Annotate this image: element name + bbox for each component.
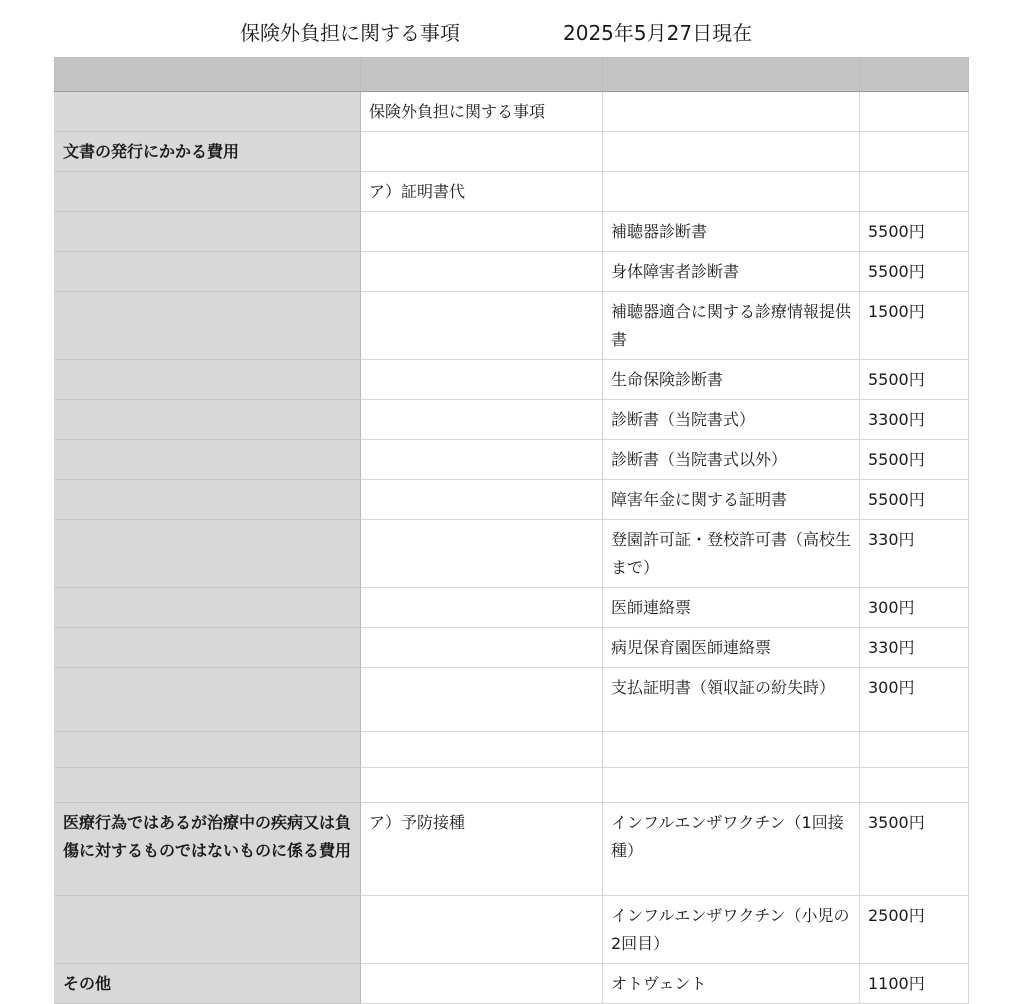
category-cell: その他 (55, 964, 361, 1004)
item-cell: 医師連絡票 (603, 588, 860, 628)
subcategory-cell (361, 588, 603, 628)
price-cell: 5500円 (860, 252, 969, 292)
table-row (55, 964, 969, 1004)
price-cell (860, 92, 969, 132)
table-row (55, 132, 969, 172)
price-cell: 330円 (860, 628, 969, 668)
subcategory-cell (361, 440, 603, 480)
category-cell (55, 252, 361, 292)
table-row (55, 172, 969, 212)
price-cell: 5500円 (860, 212, 969, 252)
subcategory-cell (361, 400, 603, 440)
category-cell (55, 896, 361, 964)
item-cell: 身体障害者診断書 (603, 252, 860, 292)
item-cell: 病児保育園医師連絡票 (603, 628, 860, 668)
price-cell: 5500円 (860, 360, 969, 400)
fee-table (54, 57, 969, 1004)
subcategory-cell (361, 480, 603, 520)
header-cell-item (603, 58, 860, 92)
price-cell: 1100円 (860, 964, 969, 1004)
item-cell: 補聴器診断書 (603, 212, 860, 252)
category-cell (55, 520, 361, 588)
item-cell (603, 768, 860, 803)
table-row (55, 803, 969, 896)
header-cell-price (860, 58, 969, 92)
category-cell (55, 212, 361, 252)
category-cell (55, 440, 361, 480)
price-cell: 5500円 (860, 480, 969, 520)
category-cell (55, 768, 361, 803)
price-cell: 2500円 (860, 896, 969, 964)
item-cell: 生命保険診断書 (603, 360, 860, 400)
price-cell (860, 132, 969, 172)
header-cell-category (55, 58, 361, 92)
subcategory-cell (361, 732, 603, 768)
item-cell: 診断書（当院書式） (603, 400, 860, 440)
document-title: 保険外負担に関する事項 (240, 21, 460, 45)
category-cell (55, 172, 361, 212)
category-cell (55, 668, 361, 732)
table-row (55, 768, 969, 803)
subcategory-cell (361, 520, 603, 588)
price-cell: 3300円 (860, 400, 969, 440)
table-row (55, 668, 969, 732)
item-cell (603, 732, 860, 768)
category-cell (55, 588, 361, 628)
subcategory-cell (361, 292, 603, 360)
item-cell (603, 92, 860, 132)
header-row (55, 58, 969, 92)
table-header (55, 58, 969, 92)
table-row (55, 732, 969, 768)
table-row (55, 292, 969, 360)
price-cell (860, 768, 969, 803)
item-cell: オトヴェント (603, 964, 860, 1004)
price-cell: 300円 (860, 588, 969, 628)
item-cell: 支払証明書（領収証の紛失時） (603, 668, 860, 732)
table-row (55, 400, 969, 440)
table-row (55, 440, 969, 480)
table-row (55, 520, 969, 588)
price-cell: 1500円 (860, 292, 969, 360)
subcategory-cell (361, 964, 603, 1004)
table-row (55, 212, 969, 252)
category-cell (55, 628, 361, 668)
subcategory-cell (361, 132, 603, 172)
subcategory-cell (361, 252, 603, 292)
price-cell (860, 732, 969, 768)
subcategory-cell (361, 768, 603, 803)
subcategory-cell (361, 668, 603, 732)
item-cell: インフルエンザワクチン（1回接種） (603, 803, 860, 896)
subcategory-cell (361, 628, 603, 668)
subcategory-cell: ア）証明書代 (361, 172, 603, 212)
table-body (55, 92, 969, 1004)
document-header (0, 18, 1024, 48)
subcategory-cell: ア）予防接種 (361, 803, 603, 896)
category-cell: 医療行為ではあるが治療中の疾病又は負傷に対するものではないものに係る費用 (55, 803, 361, 896)
table-row (55, 588, 969, 628)
price-cell: 3500円 (860, 803, 969, 896)
price-cell: 330円 (860, 520, 969, 588)
table-row (55, 896, 969, 964)
item-cell: 診断書（当院書式以外） (603, 440, 860, 480)
item-cell (603, 132, 860, 172)
table-row (55, 252, 969, 292)
price-cell (860, 172, 969, 212)
category-cell (55, 732, 361, 768)
table-row (55, 92, 969, 132)
subcategory-cell (361, 360, 603, 400)
table-row (55, 628, 969, 668)
as-of-date: 2025年5月27日現在 (563, 21, 753, 45)
category-cell (55, 480, 361, 520)
subcategory-cell (361, 896, 603, 964)
category-cell: 文書の発行にかかる費用 (55, 132, 361, 172)
price-cell: 5500円 (860, 440, 969, 480)
item-cell: 障害年金に関する証明書 (603, 480, 860, 520)
category-cell (55, 292, 361, 360)
category-cell (55, 92, 361, 132)
category-cell (55, 400, 361, 440)
header-cell-subcategory (361, 58, 603, 92)
table-row (55, 360, 969, 400)
item-cell: 補聴器適合に関する診療情報提供書 (603, 292, 860, 360)
item-cell: 登園許可証・登校許可書（高校生まで） (603, 520, 860, 588)
subcategory-cell (361, 212, 603, 252)
item-cell (603, 172, 860, 212)
category-cell (55, 360, 361, 400)
price-cell: 300円 (860, 668, 969, 732)
subcategory-cell: 保険外負担に関する事項 (361, 92, 603, 132)
item-cell: インフルエンザワクチン（小児の2回目） (603, 896, 860, 964)
table-row (55, 480, 969, 520)
